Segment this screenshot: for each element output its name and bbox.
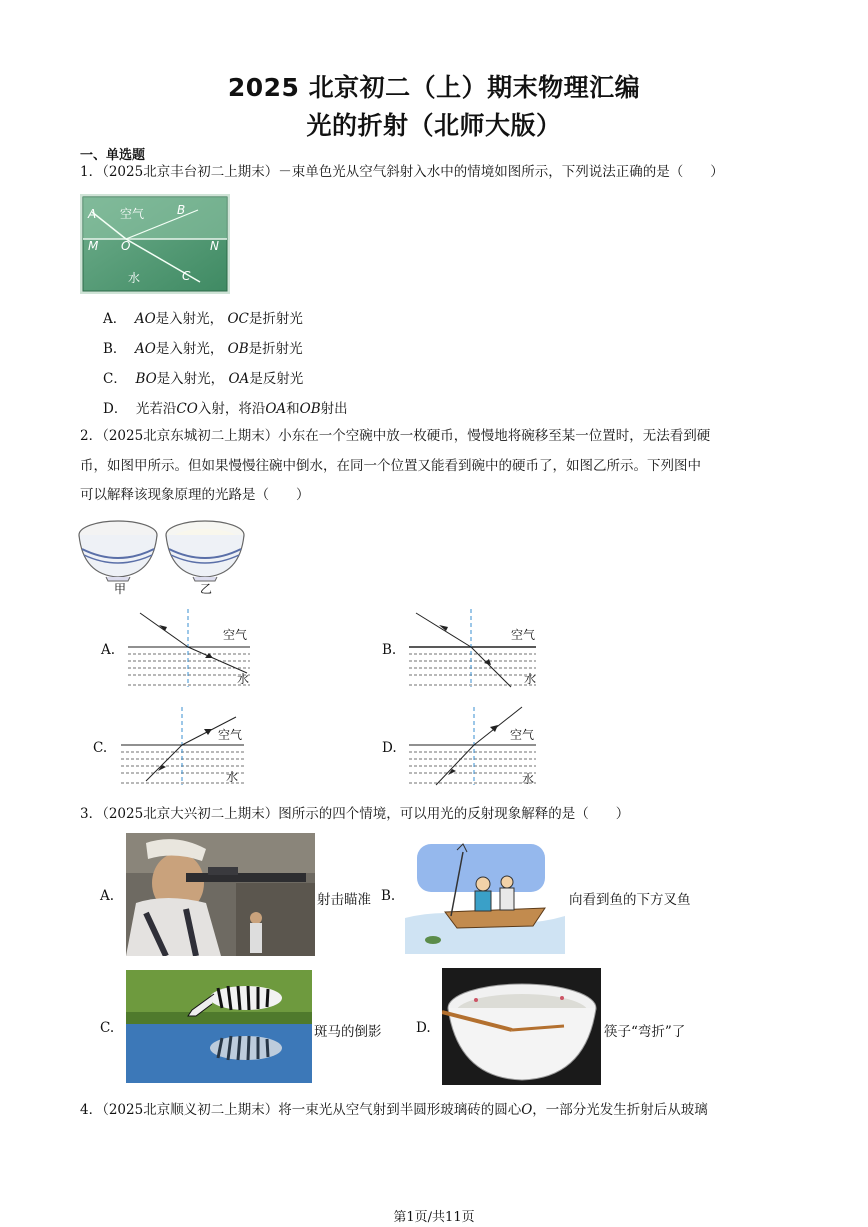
q3-option-d-letter[interactable]: D. xyxy=(416,1020,431,1036)
question-4-stem: 4．（2025北京顺义初二上期末）将一束光从空气射到半圆形玻璃砖的圆心O，一部分光发生折射后从玻璃 xyxy=(80,1102,708,1118)
q2-d-water: 水 xyxy=(522,772,535,786)
q1-option-c[interactable]: C． BO是入射光， OA是反射光 xyxy=(103,371,304,387)
q3-option-b-caption: 向看到鱼的下方叉鱼 xyxy=(569,892,691,908)
q3-option-b-letter[interactable]: B. xyxy=(381,888,396,904)
q1-label-a: A xyxy=(88,207,97,221)
q2-option-b-diagram[interactable] xyxy=(406,607,546,689)
q1-label-water: 水 xyxy=(128,271,141,285)
q1-label-n: N xyxy=(210,239,219,253)
q2-option-d-letter[interactable]: D. xyxy=(382,740,397,756)
q3-option-c-caption: 斑马的倒影 xyxy=(314,1024,382,1040)
page-title: 2025 北京初二（上）期末物理汇编 xyxy=(227,73,641,102)
q1-label-c: C xyxy=(182,269,191,283)
bowl-label-jia: 甲 xyxy=(114,582,127,596)
q2-option-c-letter[interactable]: C. xyxy=(93,740,108,756)
question-2-line-1: 2．（2025北京东城初二上期末）小东在一个空碗中放一枚硬币，慢慢地将碗移至某一位置时，无法看到硬 xyxy=(80,428,711,444)
q1-option-a[interactable]: A． AO是入射光， OC是折射光 xyxy=(103,311,303,327)
q3-photo-zebra xyxy=(126,970,312,1083)
q1-label-air: 空气 xyxy=(120,207,145,221)
q2-d-air: 空气 xyxy=(510,728,535,742)
q3-option-d-caption: 筷子“弯折”了 xyxy=(604,1024,686,1040)
q2-b-water: 水 xyxy=(524,672,537,686)
q2-option-b-letter[interactable]: B. xyxy=(382,642,397,658)
question-2-line-2: 币，如图甲所示。但如果慢慢往碗中倒水，在同一个位置又能看到碗中的硬币了，如图乙所示。下列图中 xyxy=(80,458,701,474)
q3-photo-shooting xyxy=(126,833,315,956)
q1-label-m: M xyxy=(88,239,99,253)
q2-option-c-diagram[interactable] xyxy=(118,705,258,787)
q1-figure-refraction-tank xyxy=(80,194,230,294)
page-number: 第1页/共11页 xyxy=(393,1210,475,1225)
q3-option-a-letter[interactable]: A. xyxy=(100,888,115,904)
q2-c-air: 空气 xyxy=(218,728,243,742)
bowl-label-yi: 乙 xyxy=(200,582,213,596)
q2-option-a-diagram[interactable] xyxy=(125,607,265,689)
q2-a-water: 水 xyxy=(237,672,250,686)
question-1-stem: 1．（2025北京丰台初二上期末）－束单色光从空气斜射入水中的情境如图所示，下列说法正确的是（ ） xyxy=(80,164,724,180)
q2-b-air: 空气 xyxy=(511,628,536,642)
q2-option-d-diagram[interactable] xyxy=(406,705,546,787)
page-subtitle: 光的折射（北师大版） xyxy=(306,111,562,140)
section-heading: 一、单选题 xyxy=(80,148,146,163)
q2-c-water: 水 xyxy=(226,770,239,784)
q1-label-o: O xyxy=(121,239,131,253)
q3-photo-fishing xyxy=(405,838,565,954)
q2-bowls-figure xyxy=(78,515,248,597)
question-2-line-3: 可以解释该现象原理的光路是（ ） xyxy=(80,487,310,503)
question-3-stem: 3．（2025北京大兴初二上期末）图所示的四个情境，可以用光的反射现象解释的是（ ） xyxy=(80,806,630,822)
q1-option-d[interactable]: D． 光若沿CO入射，将沿OA和OB射出 xyxy=(103,401,348,417)
q1-label-b: B xyxy=(177,203,186,217)
q3-photo-chopsticks xyxy=(442,968,601,1085)
q2-a-air: 空气 xyxy=(223,628,248,642)
q1-option-b[interactable]: B． AO是入射光， OB是折射光 xyxy=(103,341,303,357)
q3-option-a-caption: 射击瞄准 xyxy=(317,892,371,908)
q3-option-c-letter[interactable]: C. xyxy=(100,1020,115,1036)
q2-option-a-letter[interactable]: A. xyxy=(101,642,116,658)
